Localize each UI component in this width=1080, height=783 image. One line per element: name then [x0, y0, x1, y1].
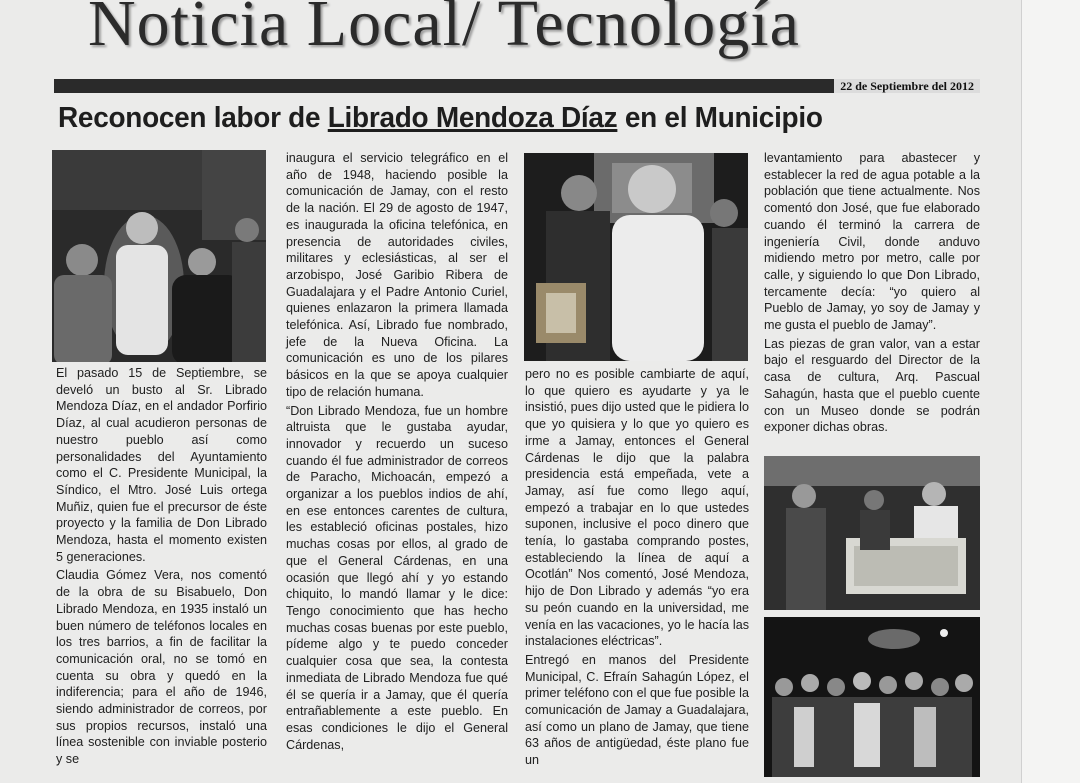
article-headline [58, 102, 823, 135]
headline-part-1: Reconocen labor de [58, 102, 328, 134]
issue-date: 22 de Septiembre del 2012 [834, 79, 980, 93]
photo-map-presentation [764, 456, 980, 610]
photo-antique-telephone [524, 153, 748, 361]
col4-paragraph-1: levantamiento para abastecer y establecer la red de agua potable a la población que tiene actualmente. Nos comentó don José, que fue elaborado cuando él terminó la carrera de ingeniería Civil, donde anduvo midiendo metro por metro, calle por calle, y siguiendo lo que Don Librado, tercamente decía: “yo quiero al Pueblo de Jamay, yo soy de Jamay y me gusta el pueblo de Jamay”. [764, 151, 980, 333]
headline-part-2: en el Municipio [617, 102, 823, 134]
article-column-2 [286, 150, 508, 753]
col3-paragraph-2: Entregó en manos del Presidente Municipal, C. Efraín Sahagún López, el primer teléfono con el que fue posible la comunicación de Jamay a Guadalajara, así como un plano de Jamay, que tiene 63 años de antigüedad, éste plano fue un [525, 652, 749, 768]
col2-paragraph-2: “Don Librado Mendoza, fue un hombre altruista que le gustaba ayudar, innovador y recuerdo un suceso cuando él fue administrador de correos de Paracho, Michoacán, empezó a organizar a los pueblos indios de ahí, en ese entonces carentes de cultura, les estableció oficinas postales, hizo muchas cosas por ellos, al grado de que el General Cárdenas, en una ocasión que llegó ahí y yo estando chiquito, lo mandó llamar y le dice: Tengo conocimiento que has hecho muchas cosas buenas por este pueblo, pídeme algo y te puedo conceder cualquier cosa que sea, la contesta inmediata de Librado Mendoza fue qué él se quería ir a Jamay, que él quería entrañablemente a este pueblo. En esas condiciones le dijo el General Cárdenas, [286, 403, 508, 752]
article-column-3 [525, 366, 749, 769]
col4-paragraph-2: Las piezas de gran valor, van a estar bajo el resguardo del Director de la casa de cultura, Arq. Pascual Sahagún, hasta que el pueblo cuente con un Museo donde se podrán exponer dichas obras. [764, 336, 980, 435]
photo-night-crowd [764, 617, 980, 777]
photo-crowd-greeting [52, 150, 266, 362]
masthead: Noticia Local/ Tecnología [88, 0, 800, 60]
col2-paragraph-1: inaugura el servicio telegráfico en el año de 1948, haciendo posible la comunicación de Jamay, con el resto de la nación. El 29 de agosto de 1947, es inaugurada la oficina telefónica, en presencia de autoridades civiles, militares y eclesiásticas, al ser el arzobispo, José Garibio Ribera de Guadalajara y el Padre Antonio Curiel, quienes enlazaron la primera llamada telefónica. Así, Librado fue nombrado, jefe de la Nueva Oficina. La comunicación es uno de los pilares básicos en la que se apoya cualquier tipo de relación humana. [286, 151, 508, 399]
article-column-1 [56, 365, 267, 768]
col3-paragraph-1: pero no es posible cambiarte de aquí, lo que quiero es ayudarte y ya le insistió, pues dijo usted que le pidiera lo que yo quisiera y lo que yo quiero es irme a Jamay, entonces el General Cárdenas le dijo que la palabra presidencia está empeñada, vete a Jamay, así fue como llego aquí, empezó a trabajar en lo que ustedes suponen, inclusive el poco dinero que tenía, lo gastaba comprando postes, estableciendo la línea de aquí a Ocotlán” Nos comentó, José Mendoza, hijo de Don Librado y además “yo era su peón cuando en la universidad, me venía en las vacaciones, yo le hacía las instalaciones eléctricas”. [525, 367, 749, 649]
article-column-4 [764, 150, 980, 436]
col1-paragraph-1: El pasado 15 de Septiembre, se develó un busto al Sr. Librado Mendoza Díaz, en el andador Porfirio Díaz, al cual acudieron personas de nuestro pueblo así como personalidades del Ayuntamiento como el C. Presidente Municipal, la Síndico, el Mtro. José Luis ortega Muñiz, quien fue el precursor de éste proyecto y la familia de Don Librado Mendoza, hasta el momento existen 5 generaciones. [56, 366, 267, 564]
col1-paragraph-2: Claudia Gómez Vera, nos comentó de la obra de su Bisabuelo, Don Librado Mendoza, en 1935 instaló un buen número de teléfonos locales en los tres barrios, a fin de facilitar la comunicación oral, no se tomó en cuenta su obra y quedó en la indiferencia; para el año de 1946, siendo administrador de correos, por sus propios recursos, instaló una línea sostenible con inviable posterio y se [56, 568, 267, 767]
headline-name: Librado Mendoza Díaz [327, 102, 618, 134]
page-edge [1021, 0, 1080, 783]
